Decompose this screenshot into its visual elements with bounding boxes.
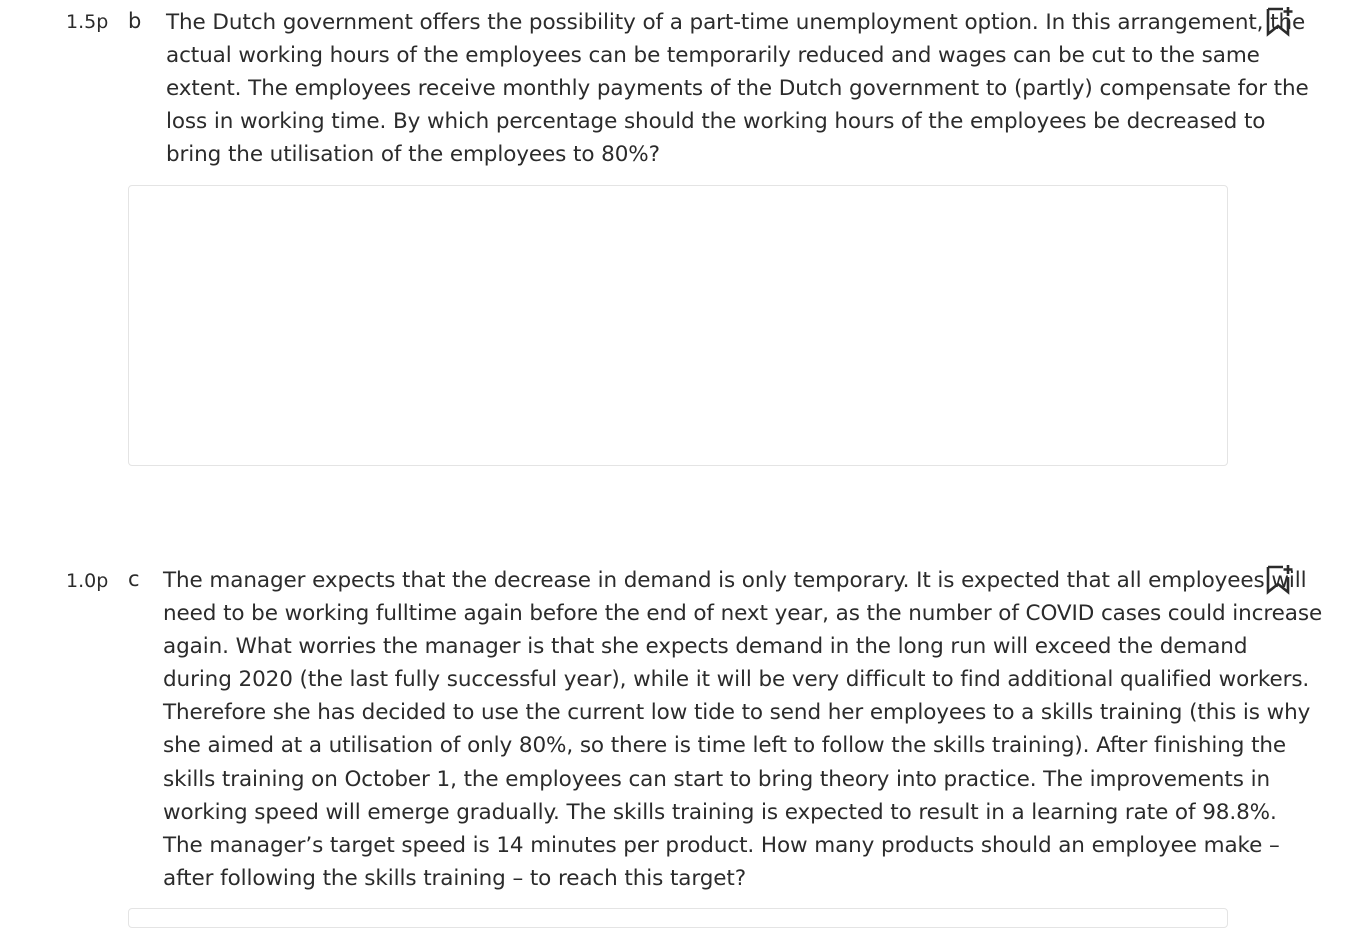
question-text-line: The manager’s target speed is 14 minutes per product. How many products should an employee make – <box>163 832 1280 858</box>
question-text-line: extent. The employees receive monthly payments of the Dutch government to (partly) compensate for the <box>166 76 1309 102</box>
question-text-line: working speed will emerge gradually. The skills training is expected to result in a learning rate of 98.8%. <box>163 799 1277 825</box>
question-text <box>163 564 1322 895</box>
question-text-line: again. What worries the manager is that she expects demand in the long run will exceed the demand <box>163 634 1248 660</box>
question-text-line: during 2020 (the last fully successful year), while it will be very difficult to find additional qualified workers. <box>163 667 1310 693</box>
question-text-line: The manager expects that the decrease in demand is only temporary. It is expected that all employees will <box>163 568 1307 593</box>
question-text-line: need to be working fulltime again before the end of next year, as the number of COVID cases could increase <box>163 601 1323 627</box>
question-text-line: Therefore she has decided to use the current low tide to send her employees to a skills training (this is why <box>163 700 1311 726</box>
answer-box[interactable] <box>128 185 1228 466</box>
question-text <box>166 6 1309 171</box>
question-points: 1.5p <box>66 11 109 33</box>
bookmark-plus-icon[interactable] <box>1266 564 1294 596</box>
bookmark-plus-icon[interactable] <box>1266 6 1294 38</box>
question-text-line: bring the utilisation of the employees to 80%? <box>166 142 660 168</box>
question-text-line: she aimed at a utilisation of only 80%, so there is time left to follow the skills training). After finishing the <box>163 733 1287 759</box>
question-text-line: loss in working time. By which percentage should the working hours of the employees be decreased to <box>166 109 1266 135</box>
question-text-line: after following the skills training – to reach this target? <box>163 865 747 891</box>
question-points: 1.0p <box>66 570 109 592</box>
answer-box[interactable] <box>128 908 1228 928</box>
question-letter: c <box>128 567 140 591</box>
question-letter: b <box>128 9 142 33</box>
question-text-line: skills training on October 1, the employees can start to bring theory into practice. The improvements in <box>163 766 1270 792</box>
question-text-line: actual working hours of the employees can be temporarily reduced and wages can be cut to the same <box>166 43 1260 69</box>
question-text-line: The Dutch government offers the possibility of a part-time unemployment option. In this arrangement, the <box>166 10 1306 35</box>
